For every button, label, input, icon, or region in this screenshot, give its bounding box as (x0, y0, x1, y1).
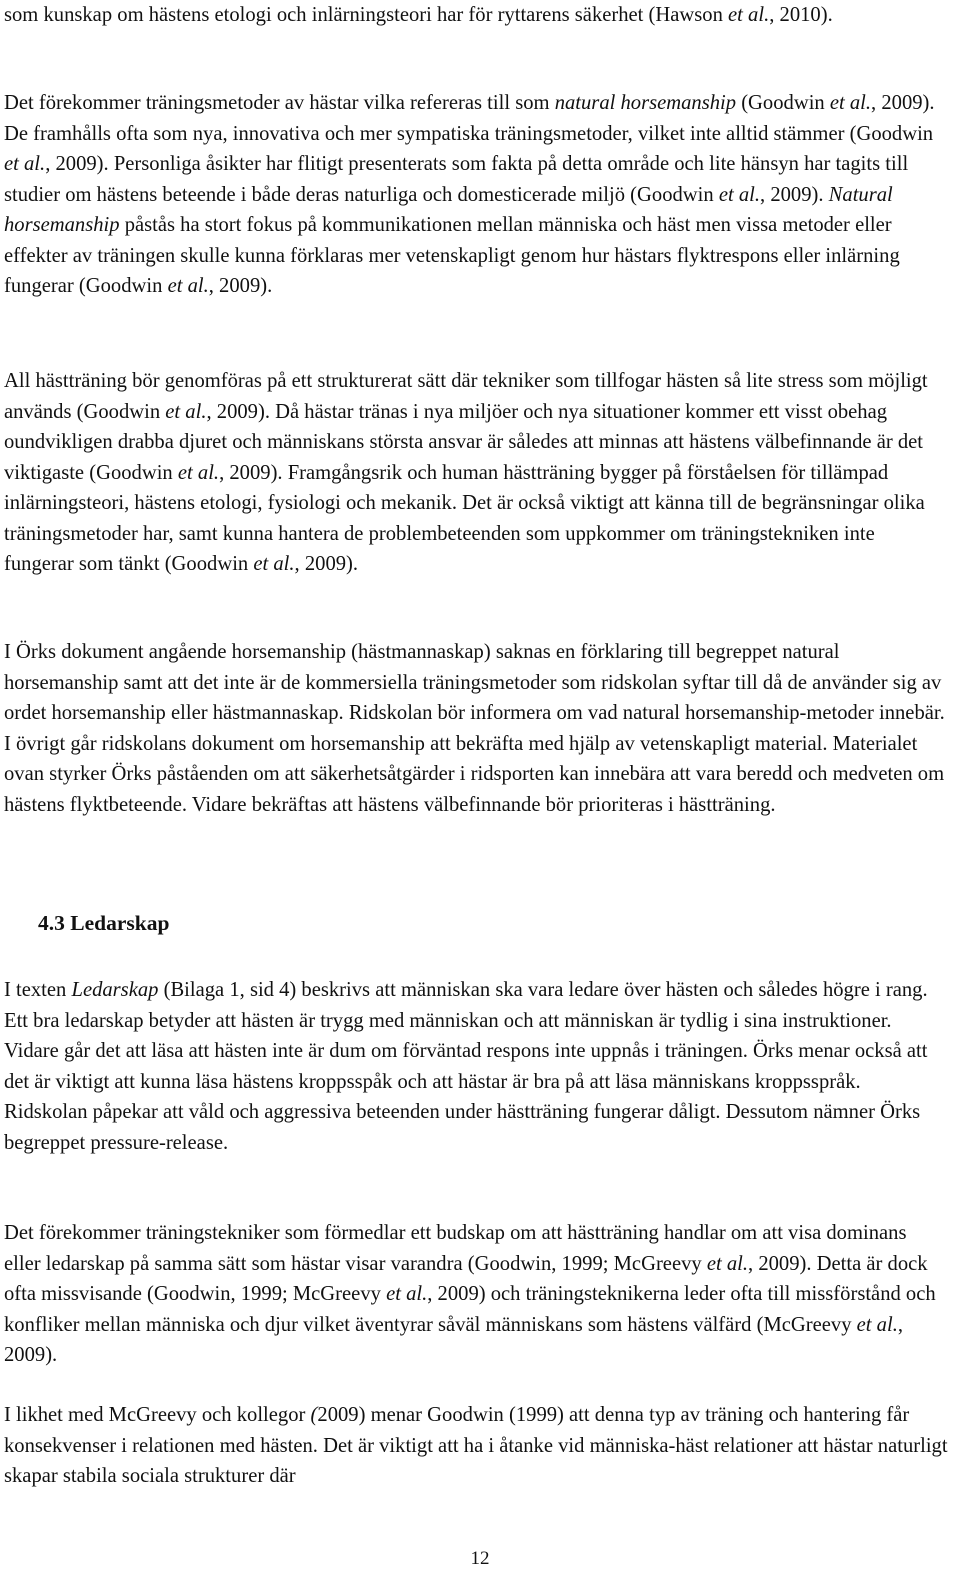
text-run: , 2009). (208, 275, 273, 297)
text-run: Det förekommer träningsmetoder av hästar vilka refereras till som (4, 92, 555, 114)
text-run: I Örks dokument angående horsemanship (hästmannaskap) saknas en förklaring till begreppet natural horsemanship samt att det inte är de kommersiella träningsmetoder som ridskolan syftar till då de använder sig av ordet horsemanship eller hästmannaskap. Ridskolan bör informera om vad natural horsemanship-metoder innebär. I övrigt går ridskolans dokument om horsemanship att bekräfta med hjälp av vetenskapligt material. Materialet ovan styrker Örks påståenden om att säkerhetsåtgärder i ridsporten kan innebära att vara beredd och medveten om hästens flyktbeteende. Vidare bekräftas att hästens välbefinnande bör prioriteras i hästträning. (4, 641, 945, 816)
paragraph-1 (4, 0, 948, 31)
text-run: Det förekommer träningstekniker som förmedlar ett budskap om att hästträning handlar om att visa dominans eller ledarskap på samma sätt som hästar visar varandra (Goodwin, 1999; McGreevy (4, 1222, 907, 1275)
text-run: , 2009). (294, 553, 359, 575)
italic-text-run: Natural horsemanship (4, 183, 893, 236)
text-run: All hästträning bör genomföras på ett strukturerat sätt där tekniker som tillfogar hästen så lite stress som möjligt används (Goodwin (4, 370, 928, 423)
italic-text-run: et al. (165, 400, 207, 423)
italic-text-run: et al. (856, 1313, 898, 1336)
text-run: , 2009). Framgångsrik och human hästträning bygger på förståelsen för tillämpad inlärningsteori, hästens etologi, fysiologi och mekanik. Det är också viktigt att känna till de begränsningar olika träningsmetoder har, samt kunna hantera de problembeteenden som uppkommer om träningstekniken inte fungerar som tänkt (Goodwin (4, 461, 925, 575)
text-run: , 2009). (4, 1313, 904, 1366)
text-run: , 2009). (760, 183, 829, 206)
text-run: , 2009). Då hästar tränas i nya miljöer och nya situationer kommer ett visst obehag oundvikligen drabba djuret och människans största ansvar är således att minnas att hästens välbefinnande är det viktigaste (Goodwin (4, 400, 924, 484)
italic-text-run: et al. (4, 153, 46, 175)
italic-text-run: natural horsemanship (554, 92, 737, 114)
italic-text-run: et al. (718, 183, 761, 206)
italic-text-run: et al. (253, 553, 295, 575)
italic-text-run: et al. (706, 1252, 749, 1275)
text-run: I likhet med McGreevy och kollegor (4, 1404, 311, 1426)
section-heading: 4.3 Ledarskap (38, 911, 170, 935)
italic-text-run: et al. (728, 4, 770, 26)
text-run: (Goodwin (736, 92, 830, 114)
paragraph-6 (4, 1218, 948, 1371)
paragraph-4 (4, 637, 948, 820)
text-run: , 2010). (769, 4, 833, 26)
italic-text-run: et al. (386, 1283, 428, 1305)
paragraph-2 (4, 88, 948, 302)
text-run: , 2009) och träningsteknikerna leder ofta till missförstånd och konfliker mellan människa och djur vilket äventyrar såväl människans som hästens välfärd (McGreevy (4, 1283, 936, 1336)
paragraph-5 (4, 975, 948, 1158)
text-run: som kunskap om hästens etologi och inlärningsteori har för ryttarens säkerhet (Hawson (4, 4, 729, 26)
text-run: , 2009). Personliga åsikter har flitigt presenterats som fakta på detta område och lite hänsyn har tagits till studier om hästens beteende i både deras naturliga och domesticerade miljö (Goodwin (4, 153, 909, 206)
italic-text-run: et al. (167, 275, 209, 297)
paragraph-7 (4, 1400, 948, 1492)
page-number: 12 (470, 1548, 490, 1569)
text-run: (Bilaga 1, sid 4) beskrivs att människan ska vara ledare över hästen och således högre i rang. Ett bra ledarskap betyder att hästen är trygg med människan och att människan är tydlig i sina instruktioner. Vidare går det att läsa att hästen inte är dum om förväntad respons inte uppnås i träningen. Örks menar också att det är viktigt att kunna läsa hästens kroppsspåk och att hästar är bra på att läsa människans kroppsspråk. Ridskolan påpekar att våld och aggressiva beteenden under hästträning fungerar dåligt. Dessutom nämner Örks begreppet pressure-release. (4, 979, 928, 1154)
italic-text-run: Ledarskap (71, 979, 159, 1001)
italic-text-run: et al. (829, 92, 872, 114)
italic-text-run: ( (310, 1404, 318, 1426)
paragraph-3 (4, 366, 948, 580)
text-run: påstås ha stort fokus på kommunikationen mellan människa och häst men vissa metoder eller effekter av träningen skulle kunna förklaras mer vetenskapligt genom hur hästars flyktrespons eller inlärning fungerar (Goodwin (4, 214, 900, 297)
text-run: , 2009). Detta är dock ofta missvisande (Goodwin, 1999; McGreevy (4, 1252, 928, 1305)
italic-text-run: et al. (177, 461, 220, 484)
text-run: 2009) menar Goodwin (1999) att denna typ av träning och hantering får konsekvenser i relationen med hästen. Det är viktigt att ha i åtanke vid människa-häst relationer att hästar naturligt skapar stabila sociala strukturer där (4, 1404, 948, 1487)
text-run: I texten (4, 979, 72, 1001)
text-run: , 2009). De framhålls ofta som nya, innovativa och mer sympatiska träningsmetoder, vilket inte alltid stämmer (Goodwin (4, 92, 935, 145)
